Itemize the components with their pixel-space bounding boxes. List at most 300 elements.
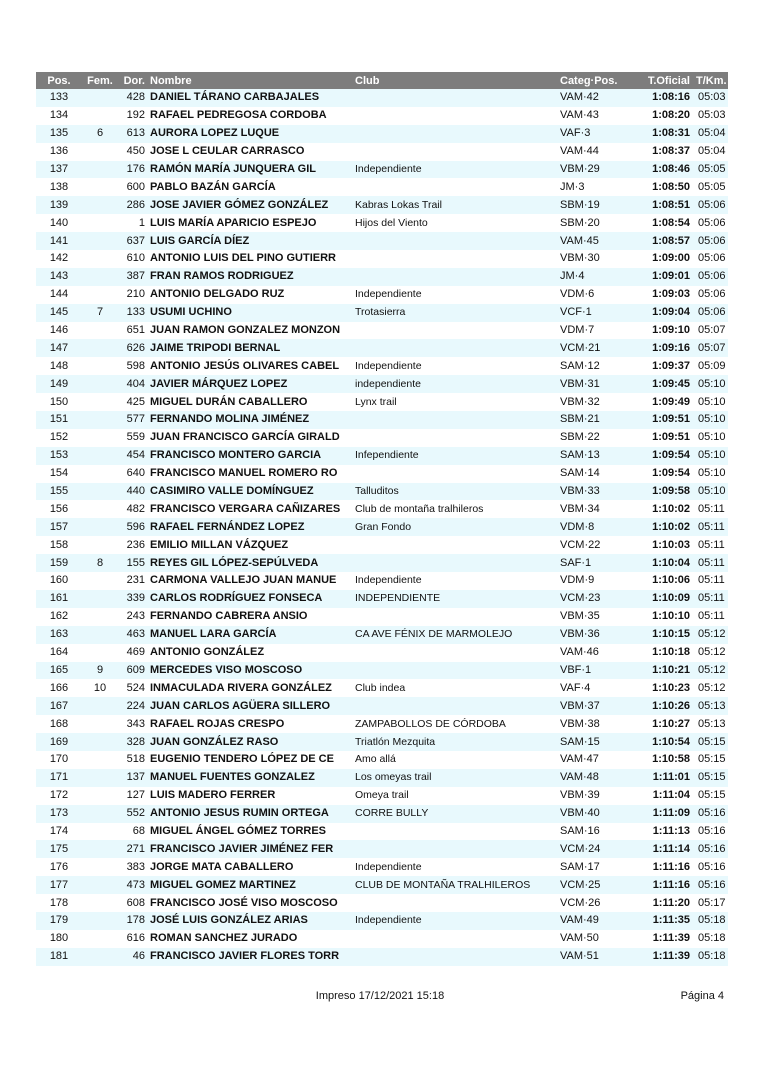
cell-club: [353, 608, 558, 626]
cell-pos: 145: [36, 304, 82, 322]
cell-nombre: FERNANDO CABRERA ANSIO: [148, 608, 353, 626]
cell-categ: VBM·29: [558, 161, 640, 179]
cell-categ: VAM·48: [558, 769, 640, 787]
cell-toficial: 1:10:06: [640, 572, 694, 590]
cell-fem: [82, 500, 118, 518]
cell-toficial: 1:10:03: [640, 536, 694, 554]
cell-nombre: ANTONIO JESÚS OLIVARES CABEL: [148, 357, 353, 375]
cell-fem: [82, 178, 118, 196]
cell-dor: 473: [118, 876, 148, 894]
cell-categ: SAM·17: [558, 858, 640, 876]
table-row: [36, 232, 728, 250]
header-toficial: T.Oficial: [640, 72, 694, 89]
cell-categ: VBM·30: [558, 250, 640, 268]
cell-nombre: FRAN RAMOS RODRIGUEZ: [148, 268, 353, 286]
cell-pos: 160: [36, 572, 82, 590]
cell-club: INDEPENDIENTE: [353, 590, 558, 608]
cell-fem: [82, 483, 118, 501]
cell-pos: 137: [36, 161, 82, 179]
table-row: [36, 143, 728, 161]
cell-tkm: 05:15: [694, 733, 728, 751]
cell-tkm: 05:10: [694, 465, 728, 483]
cell-tkm: 05:07: [694, 339, 728, 357]
cell-toficial: 1:10:27: [640, 715, 694, 733]
cell-dor: 231: [118, 572, 148, 590]
cell-nombre: FRANCISCO MONTERO GARCIA: [148, 447, 353, 465]
cell-toficial: 1:10:02: [640, 518, 694, 536]
cell-dor: 610: [118, 250, 148, 268]
print-timestamp: Impreso 17/12/2021 15:18: [315, 990, 445, 1002]
cell-club: CA AVE FÉNIX DE MARMOLEJO: [353, 626, 558, 644]
cell-tkm: 05:16: [694, 876, 728, 894]
cell-tkm: 05:16: [694, 840, 728, 858]
cell-pos: 155: [36, 483, 82, 501]
cell-fem: [82, 644, 118, 662]
cell-nombre: ANTONIO DELGADO RUZ: [148, 286, 353, 304]
cell-tkm: 05:13: [694, 697, 728, 715]
cell-nombre: MIGUEL ÁNGEL GÓMEZ TORRES: [148, 823, 353, 841]
table-row: [36, 429, 728, 447]
cell-club: Club indea: [353, 679, 558, 697]
cell-categ: VCM·25: [558, 876, 640, 894]
table-row: [36, 518, 728, 536]
cell-dor: 640: [118, 465, 148, 483]
cell-dor: 224: [118, 697, 148, 715]
table-row: [36, 590, 728, 608]
cell-club: Trotasierra: [353, 304, 558, 322]
cell-club: [353, 322, 558, 340]
cell-club: [353, 411, 558, 429]
cell-tkm: 05:15: [694, 769, 728, 787]
cell-nombre: MANUEL FUENTES GONZALEZ: [148, 769, 353, 787]
cell-categ: SBM·21: [558, 411, 640, 429]
table-row: [36, 447, 728, 465]
cell-tkm: 05:11: [694, 554, 728, 572]
cell-pos: 134: [36, 107, 82, 125]
header-fem: Fem.: [82, 72, 118, 89]
cell-nombre: FRANCISCO MANUEL ROMERO RO: [148, 465, 353, 483]
table-row: [36, 823, 728, 841]
cell-toficial: 1:10:18: [640, 644, 694, 662]
cell-categ: VDM·6: [558, 286, 640, 304]
cell-dor: 178: [118, 912, 148, 930]
cell-nombre: PABLO BAZÁN GARCÍA: [148, 178, 353, 196]
cell-pos: 143: [36, 268, 82, 286]
cell-pos: 147: [36, 339, 82, 357]
cell-tkm: 05:10: [694, 447, 728, 465]
cell-pos: 177: [36, 876, 82, 894]
cell-nombre: JUAN RAMON GONZALEZ MONZON: [148, 322, 353, 340]
cell-nombre: JOSE L CEULAR CARRASCO: [148, 143, 353, 161]
cell-fem: [82, 912, 118, 930]
table-row: [36, 733, 728, 751]
cell-toficial: 1:11:39: [640, 930, 694, 948]
cell-dor: 133: [118, 304, 148, 322]
cell-fem: [82, 769, 118, 787]
cell-toficial: 1:09:37: [640, 357, 694, 375]
cell-nombre: FERNANDO MOLINA JIMÉNEZ: [148, 411, 353, 429]
cell-nombre: CARLOS RODRÍGUEZ FONSECA: [148, 590, 353, 608]
cell-dor: 192: [118, 107, 148, 125]
page-number: Página 4: [680, 990, 724, 1002]
table-row: [36, 107, 728, 125]
cell-fem: [82, 715, 118, 733]
cell-club: [353, 554, 558, 572]
cell-categ: SAM·12: [558, 357, 640, 375]
cell-dor: 552: [118, 805, 148, 823]
cell-club: [353, 697, 558, 715]
cell-dor: 343: [118, 715, 148, 733]
cell-pos: 158: [36, 536, 82, 554]
cell-tkm: 05:06: [694, 250, 728, 268]
header-dor: Dor.: [118, 72, 148, 89]
cell-dor: 559: [118, 429, 148, 447]
cell-pos: 174: [36, 823, 82, 841]
cell-tkm: 05:09: [694, 357, 728, 375]
cell-categ: VAF·4: [558, 679, 640, 697]
table-row: [36, 840, 728, 858]
cell-fem: [82, 375, 118, 393]
cell-club: [353, 644, 558, 662]
table-row: [36, 304, 728, 322]
cell-nombre: FRANCISCO VERGARA CAÑIZARES: [148, 500, 353, 518]
cell-categ: VAF·3: [558, 125, 640, 143]
cell-dor: 598: [118, 357, 148, 375]
cell-dor: 600: [118, 178, 148, 196]
cell-categ: VBM·32: [558, 393, 640, 411]
cell-toficial: 1:11:16: [640, 876, 694, 894]
cell-pos: 170: [36, 751, 82, 769]
cell-dor: 328: [118, 733, 148, 751]
cell-fem: [82, 805, 118, 823]
cell-club: [353, 894, 558, 912]
table-row: [36, 483, 728, 501]
cell-pos: 149: [36, 375, 82, 393]
cell-pos: 148: [36, 357, 82, 375]
cell-tkm: 05:11: [694, 572, 728, 590]
cell-dor: 609: [118, 662, 148, 680]
cell-toficial: 1:08:51: [640, 196, 694, 214]
cell-tkm: 05:16: [694, 805, 728, 823]
cell-nombre: JOSÉ LUIS GONZÁLEZ ARIAS: [148, 912, 353, 930]
cell-club: [353, 268, 558, 286]
cell-dor: 596: [118, 518, 148, 536]
cell-fem: [82, 608, 118, 626]
cell-tkm: 05:06: [694, 196, 728, 214]
cell-tkm: 05:18: [694, 930, 728, 948]
cell-tkm: 05:05: [694, 178, 728, 196]
cell-tkm: 05:11: [694, 608, 728, 626]
cell-pos: 172: [36, 787, 82, 805]
cell-toficial: 1:11:39: [640, 948, 694, 966]
cell-categ: VDM·9: [558, 572, 640, 590]
cell-club: Lynx trail: [353, 393, 558, 411]
cell-pos: 165: [36, 662, 82, 680]
table-row: [36, 662, 728, 680]
cell-pos: 162: [36, 608, 82, 626]
cell-fem: [82, 214, 118, 232]
table-row: [36, 644, 728, 662]
cell-tkm: 05:06: [694, 232, 728, 250]
cell-pos: 178: [36, 894, 82, 912]
cell-dor: 450: [118, 143, 148, 161]
table-row: [36, 626, 728, 644]
cell-fem: [82, 393, 118, 411]
cell-nombre: RAMÓN MARÍA JUNQUERA GIL: [148, 161, 353, 179]
cell-dor: 383: [118, 858, 148, 876]
cell-fem: [82, 876, 118, 894]
cell-tkm: 05:10: [694, 393, 728, 411]
cell-categ: VCM·26: [558, 894, 640, 912]
cell-nombre: RAFAEL ROJAS CRESPO: [148, 715, 353, 733]
cell-fem: [82, 733, 118, 751]
cell-pos: 164: [36, 644, 82, 662]
cell-tkm: 05:18: [694, 948, 728, 966]
cell-categ: VBM·40: [558, 805, 640, 823]
cell-toficial: 1:09:10: [640, 322, 694, 340]
cell-pos: 141: [36, 232, 82, 250]
cell-club: [353, 89, 558, 107]
cell-fem: [82, 268, 118, 286]
cell-toficial: 1:11:04: [640, 787, 694, 805]
cell-dor: 155: [118, 554, 148, 572]
table-row: [36, 411, 728, 429]
cell-categ: SAM·15: [558, 733, 640, 751]
cell-fem: [82, 161, 118, 179]
cell-dor: 271: [118, 840, 148, 858]
cell-nombre: MERCEDES VISO MOSCOSO: [148, 662, 353, 680]
table-row: [36, 715, 728, 733]
cell-toficial: 1:08:31: [640, 125, 694, 143]
cell-categ: SBM·22: [558, 429, 640, 447]
cell-fem: [82, 429, 118, 447]
table-row: [36, 554, 728, 572]
cell-fem: [82, 787, 118, 805]
cell-club: [353, 107, 558, 125]
cell-tkm: 05:11: [694, 590, 728, 608]
cell-tkm: 05:11: [694, 518, 728, 536]
cell-club: Independiente: [353, 858, 558, 876]
cell-categ: VAM·46: [558, 644, 640, 662]
cell-toficial: 1:10:23: [640, 679, 694, 697]
cell-pos: 171: [36, 769, 82, 787]
cell-nombre: INMACULADA RIVERA GONZÁLEZ: [148, 679, 353, 697]
cell-toficial: 1:10:58: [640, 751, 694, 769]
cell-categ: VDM·8: [558, 518, 640, 536]
cell-categ: SBM·19: [558, 196, 640, 214]
cell-pos: 179: [36, 912, 82, 930]
table-row: [36, 930, 728, 948]
cell-fem: [82, 894, 118, 912]
cell-nombre: JORGE MATA CABALLERO: [148, 858, 353, 876]
cell-pos: 169: [36, 733, 82, 751]
cell-categ: SAM·14: [558, 465, 640, 483]
cell-nombre: LUIS MADERO FERRER: [148, 787, 353, 805]
cell-toficial: 1:08:16: [640, 89, 694, 107]
cell-fem: [82, 339, 118, 357]
cell-dor: 127: [118, 787, 148, 805]
cell-toficial: 1:09:04: [640, 304, 694, 322]
cell-tkm: 05:16: [694, 823, 728, 841]
cell-dor: 440: [118, 483, 148, 501]
cell-tkm: 05:17: [694, 894, 728, 912]
cell-dor: 637: [118, 232, 148, 250]
cell-club: Independiente: [353, 912, 558, 930]
cell-toficial: 1:11:13: [640, 823, 694, 841]
cell-toficial: 1:11:35: [640, 912, 694, 930]
cell-tkm: 05:06: [694, 304, 728, 322]
cell-tkm: 05:12: [694, 679, 728, 697]
cell-toficial: 1:09:49: [640, 393, 694, 411]
table-row: [36, 500, 728, 518]
cell-categ: VBM·36: [558, 626, 640, 644]
cell-categ: SAM·13: [558, 447, 640, 465]
cell-pos: 152: [36, 429, 82, 447]
cell-fem: [82, 840, 118, 858]
cell-pos: 153: [36, 447, 82, 465]
cell-tkm: 05:11: [694, 500, 728, 518]
cell-categ: VAM·49: [558, 912, 640, 930]
cell-club: [353, 823, 558, 841]
cell-toficial: 1:10:54: [640, 733, 694, 751]
cell-club: CLUB DE MONTAÑA TRALHILEROS: [353, 876, 558, 894]
cell-toficial: 1:11:09: [640, 805, 694, 823]
cell-nombre: USUMI UCHINO: [148, 304, 353, 322]
cell-club: [353, 232, 558, 250]
cell-categ: VBM·35: [558, 608, 640, 626]
cell-club: Talluditos: [353, 483, 558, 501]
cell-club: Hijos del Viento: [353, 214, 558, 232]
cell-nombre: ANTONIO GONZÁLEZ: [148, 644, 353, 662]
cell-pos: 159: [36, 554, 82, 572]
cell-nombre: CARMONA VALLEJO JUAN MANUE: [148, 572, 353, 590]
cell-categ: VCM·23: [558, 590, 640, 608]
cell-toficial: 1:09:01: [640, 268, 694, 286]
table-row: [36, 787, 728, 805]
cell-dor: 482: [118, 500, 148, 518]
cell-nombre: MIGUEL GOMEZ MARTINEZ: [148, 876, 353, 894]
header-club: Club: [353, 72, 558, 89]
table-row: [36, 912, 728, 930]
cell-nombre: MANUEL LARA GARCÍA: [148, 626, 353, 644]
cell-pos: 138: [36, 178, 82, 196]
cell-nombre: JOSE JAVIER GÓMEZ GONZÁLEZ: [148, 196, 353, 214]
cell-categ: VAM·43: [558, 107, 640, 125]
cell-fem: [82, 572, 118, 590]
cell-fem: 8: [82, 554, 118, 572]
cell-tkm: 05:06: [694, 268, 728, 286]
cell-dor: 243: [118, 608, 148, 626]
cell-fem: [82, 107, 118, 125]
cell-club: [353, 143, 558, 161]
cell-club: [353, 178, 558, 196]
table-row: [36, 322, 728, 340]
cell-categ: VAM·47: [558, 751, 640, 769]
cell-club: [353, 840, 558, 858]
cell-fem: [82, 930, 118, 948]
cell-dor: 46: [118, 948, 148, 966]
cell-dor: 469: [118, 644, 148, 662]
cell-pos: 156: [36, 500, 82, 518]
cell-fem: [82, 250, 118, 268]
cell-nombre: JAIME TRIPODI BERNAL: [148, 339, 353, 357]
cell-dor: 626: [118, 339, 148, 357]
cell-categ: VBM·34: [558, 500, 640, 518]
cell-toficial: 1:09:51: [640, 429, 694, 447]
cell-club: [353, 429, 558, 447]
cell-dor: 425: [118, 393, 148, 411]
table-row: [36, 268, 728, 286]
cell-fem: [82, 518, 118, 536]
cell-pos: 166: [36, 679, 82, 697]
cell-dor: 454: [118, 447, 148, 465]
cell-tkm: 05:13: [694, 715, 728, 733]
cell-nombre: DANIEL TÁRANO CARBAJALES: [148, 89, 353, 107]
cell-categ: VCM·24: [558, 840, 640, 858]
cell-toficial: 1:08:20: [640, 107, 694, 125]
cell-toficial: 1:10:21: [640, 662, 694, 680]
cell-toficial: 1:08:46: [640, 161, 694, 179]
cell-categ: VBF·1: [558, 662, 640, 680]
cell-club: ZAMPABOLLOS DE CÓRDOBA: [353, 715, 558, 733]
cell-nombre: CASIMIRO VALLE DOMÍNGUEZ: [148, 483, 353, 501]
cell-toficial: 1:10:02: [640, 500, 694, 518]
cell-toficial: 1:09:16: [640, 339, 694, 357]
cell-dor: 176: [118, 161, 148, 179]
cell-fem: [82, 143, 118, 161]
cell-toficial: 1:09:45: [640, 375, 694, 393]
table-header-row: [36, 72, 728, 89]
table-row: [36, 697, 728, 715]
cell-pos: 167: [36, 697, 82, 715]
cell-tkm: 05:04: [694, 125, 728, 143]
table-row: [36, 286, 728, 304]
cell-fem: [82, 447, 118, 465]
cell-nombre: EMILIO MILLAN VÁZQUEZ: [148, 536, 353, 554]
table-row: [36, 679, 728, 697]
cell-pos: 142: [36, 250, 82, 268]
cell-fem: [82, 357, 118, 375]
cell-toficial: 1:11:20: [640, 894, 694, 912]
cell-dor: 613: [118, 125, 148, 143]
cell-dor: 1: [118, 214, 148, 232]
cell-club: Kabras Lokas Trail: [353, 196, 558, 214]
cell-tkm: 05:10: [694, 429, 728, 447]
cell-categ: VBM·33: [558, 483, 640, 501]
cell-dor: 577: [118, 411, 148, 429]
cell-tkm: 05:12: [694, 644, 728, 662]
cell-pos: 144: [36, 286, 82, 304]
cell-dor: 463: [118, 626, 148, 644]
cell-nombre: RAFAEL FERNÁNDEZ LOPEZ: [148, 518, 353, 536]
header-pos: Pos.: [36, 72, 82, 89]
cell-categ: VBM·31: [558, 375, 640, 393]
cell-toficial: 1:10:04: [640, 554, 694, 572]
cell-fem: [82, 858, 118, 876]
cell-fem: [82, 751, 118, 769]
cell-fem: 6: [82, 125, 118, 143]
cell-fem: [82, 465, 118, 483]
cell-pos: 181: [36, 948, 82, 966]
cell-pos: 154: [36, 465, 82, 483]
cell-fem: [82, 232, 118, 250]
cell-categ: VAM·45: [558, 232, 640, 250]
cell-club: Infependiente: [353, 447, 558, 465]
cell-dor: 404: [118, 375, 148, 393]
cell-categ: JM·4: [558, 268, 640, 286]
cell-toficial: 1:09:54: [640, 465, 694, 483]
cell-dor: 518: [118, 751, 148, 769]
